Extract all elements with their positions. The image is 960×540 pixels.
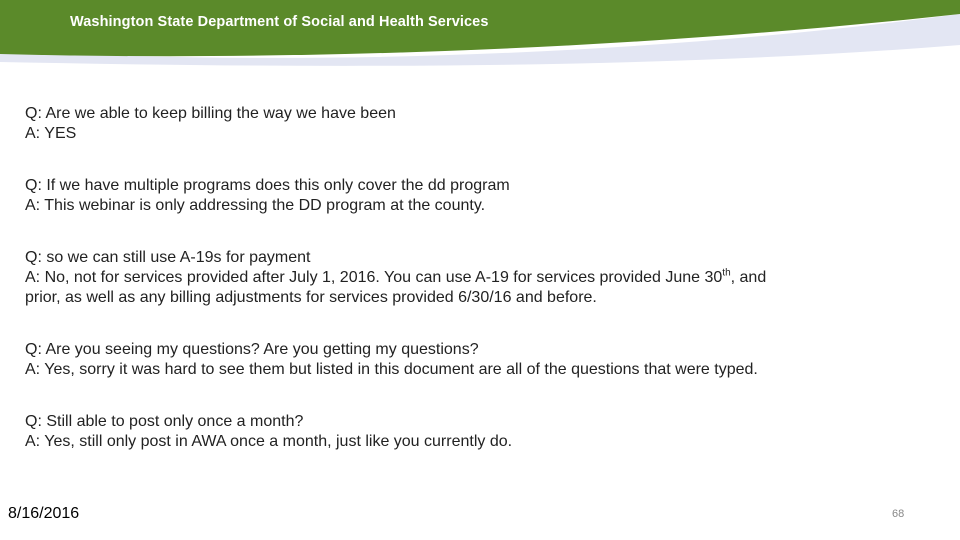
answer: A: Yes, sorry it was hard to see them but listed in this document are all of the questions that were typed.	[25, 361, 758, 378]
answer-continued: prior, as well as any billing adjustments for services provided 6/30/16 and before.	[25, 289, 597, 306]
qa-item	[25, 248, 766, 308]
qa-item	[25, 412, 512, 452]
answer: A: YES	[25, 125, 77, 142]
page-number: 68	[892, 508, 905, 520]
header-banner	[0, 0, 960, 70]
qa-item	[25, 104, 396, 144]
question: Q: If we have multiple programs does this only cover the dd program	[25, 177, 510, 194]
qa-item	[25, 340, 758, 380]
question: Q: Are you seeing my questions? Are you getting my questions?	[25, 341, 479, 358]
organization-name: Washington State Department of Social and Health Services	[70, 14, 489, 30]
question: Q: so we can still use A-19s for payment	[25, 249, 311, 266]
answer: A: No, not for services provided after July 1, 2016. You can use A-19 for services provided June 30th, and	[25, 267, 767, 286]
question: Q: Still able to post only once a month?	[25, 413, 304, 430]
answer: A: This webinar is only addressing the DD program at the county.	[25, 197, 486, 214]
answer: A: Yes, still only post in AWA once a month, just like you currently do.	[25, 433, 513, 450]
qa-item	[25, 176, 510, 216]
header-wave	[0, 0, 960, 70]
slide-date: 8/16/2016	[8, 505, 80, 522]
question: Q: Are we able to keep billing the way we have been	[25, 105, 396, 122]
